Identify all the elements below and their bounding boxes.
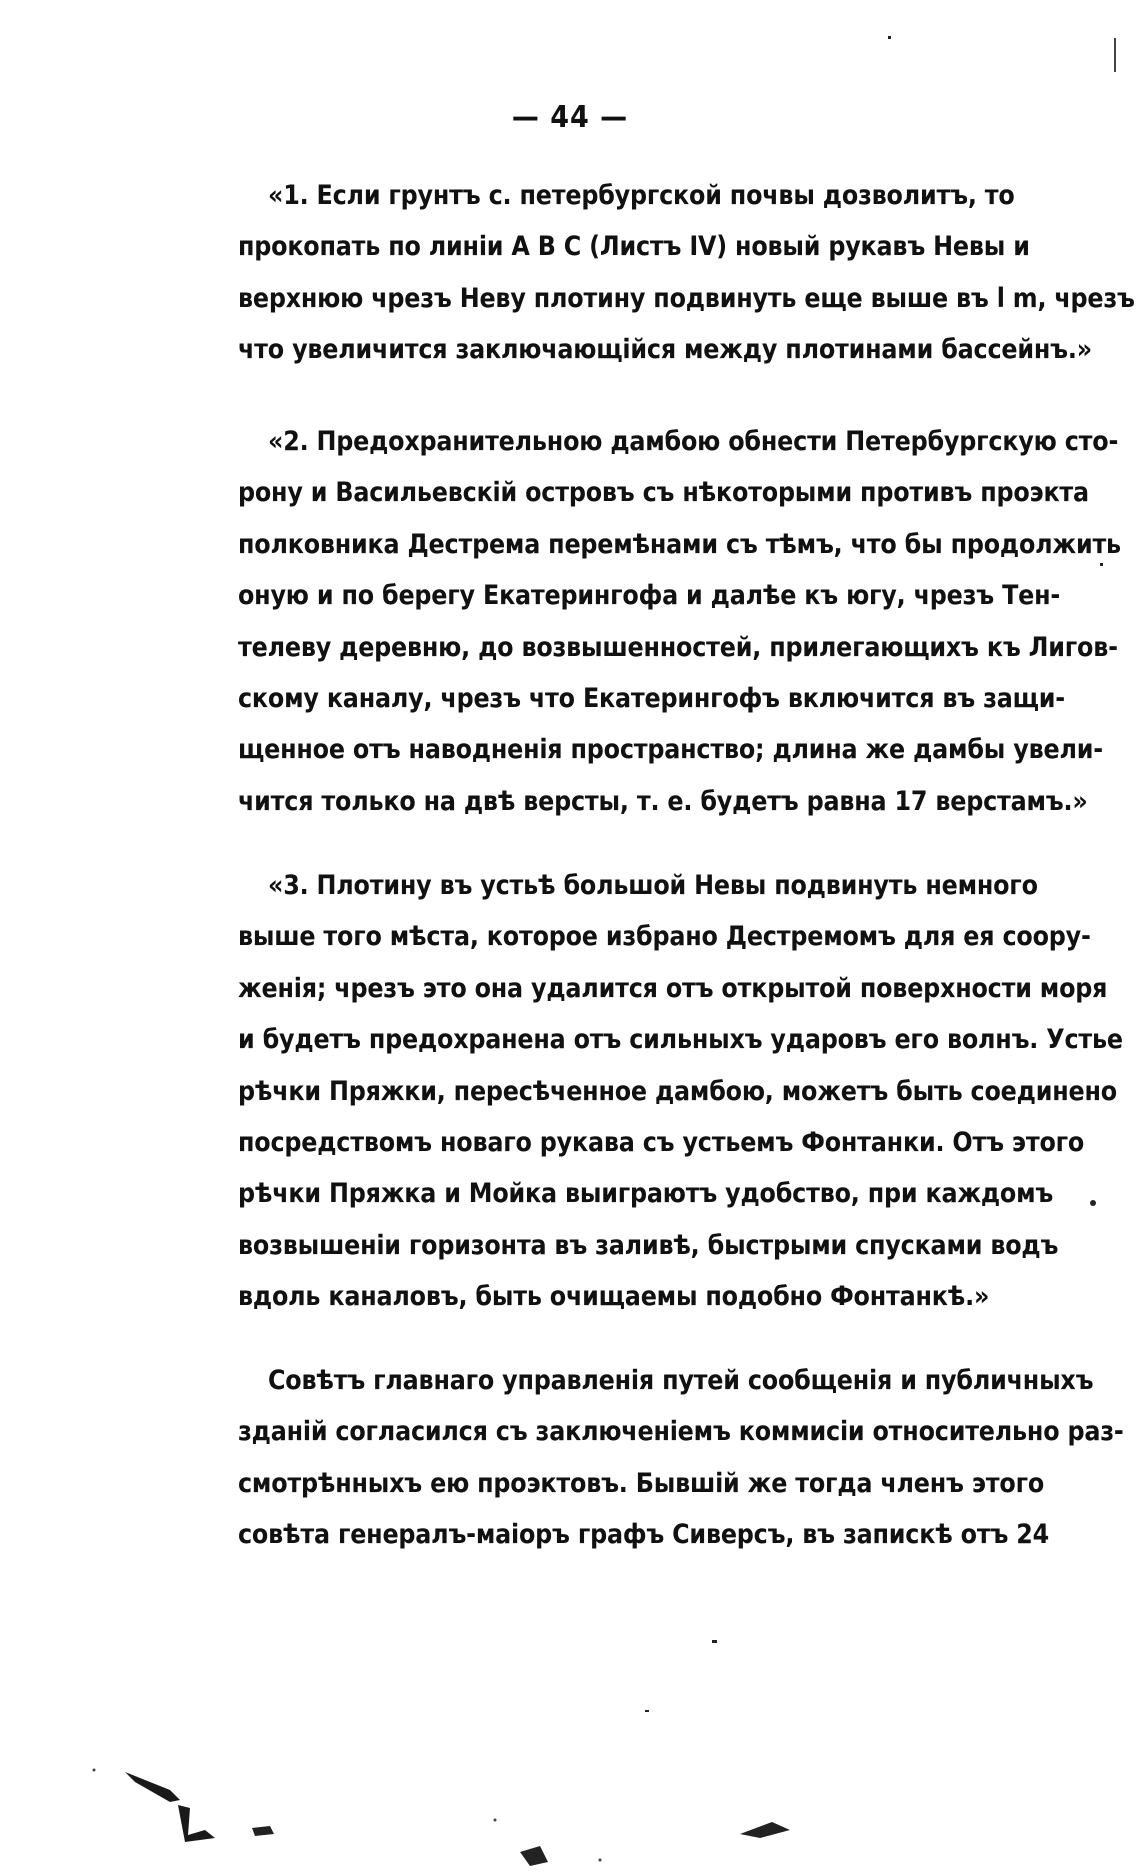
text-line: что увеличится заключающійся между плотинами бассейнъ.» <box>238 334 1092 366</box>
text-line: прокопать по линіи A B C (Листъ IV) новый рукавъ Невы и <box>238 231 1030 263</box>
smudge-left <box>125 1772 180 1802</box>
smudge-middle <box>520 1846 548 1866</box>
smudge-dot <box>494 1819 497 1822</box>
smudge-left-mark <box>252 1826 274 1836</box>
text-line: вдоль каналовъ, быть очищаемы подобно Фонтанкѣ.» <box>238 1281 990 1313</box>
text-line: «3. Плотину въ устьѣ большой Невы подвинуть немного <box>268 870 1038 901</box>
text-line: верхнюю чрезъ Неву плотину подвинуть еще выше въ l m, чрезъ <box>238 282 1135 314</box>
text-line: чится только на двѣ версты, т. е. будетъ равна 17 верстамъ.» <box>238 785 1088 817</box>
text-line: возвышеніи горизонта въ заливѣ, быстрыми спусками водъ <box>238 1229 1059 1261</box>
text-line: щенное отъ наводненія пространство; длина же дамбы увели- <box>238 734 1103 766</box>
text-line: Совѣтъ главнаго управленія путей сообщенія и публичныхъ <box>268 1365 1094 1396</box>
text-line: «1. Если грунтъ с. петербургской почвы дозволитъ, то <box>268 180 1015 211</box>
text-line: выше того мѣста, которое избрано Дестремомъ для ея соору- <box>238 921 1091 953</box>
text-line: и будетъ предохранена отъ сильныхъ ударовъ его волнъ. Устье <box>238 1024 1123 1056</box>
text-line: посредствомъ новаго рукава съ устьемъ Фонтанки. Отъ этого <box>238 1127 1085 1159</box>
text-line: «2. Предохранительною дамбою обнести Петербургскую сто- <box>268 426 1119 457</box>
text-line: рѣчки Пряжка и Мойка выиграютъ удобство, при каждомъ <box>238 1178 1054 1210</box>
text-line: смотрѣнныхъ ею проэктовъ. Бывшій же тогда членъ этого <box>238 1467 1045 1499</box>
text-line: женія; чрезъ это она удалится отъ открытой поверхности моря <box>238 972 1108 1004</box>
smudge-right <box>740 1822 790 1838</box>
text-line: скому каналу, чрезъ что Екатерингофъ включится въ защи- <box>238 683 1066 715</box>
text-line: рѣчки Пряжки, пересѣченное дамбою, можетъ быть соединено <box>238 1075 1117 1107</box>
page-number: — 44 — <box>511 100 629 135</box>
text-line: оную и по берегу Екатерингофа и далѣе къ югу, чрезъ Тен- <box>238 580 1061 612</box>
text-line: совѣта генералъ-маіоръ графъ Сиверсъ, въ запискѣ отъ 24 <box>238 1519 1050 1551</box>
text-line: рону и Васильевскій островъ съ нѣкоторыми противъ проэкта <box>238 477 1089 509</box>
smudge-dot <box>93 1769 96 1772</box>
text-line: телеву деревню, до возвышенностей, прилегающихъ къ Лигов- <box>238 631 1118 663</box>
text-line: полковника Дестрема перемѣнами съ тѣмъ, что бы продолжить <box>238 528 1121 560</box>
smudge-left-bottom <box>178 1805 215 1842</box>
smudge-dot <box>599 1859 602 1862</box>
text-line: зданій согласился съ заключеніемъ коммисіи относительно раз- <box>238 1416 1124 1448</box>
